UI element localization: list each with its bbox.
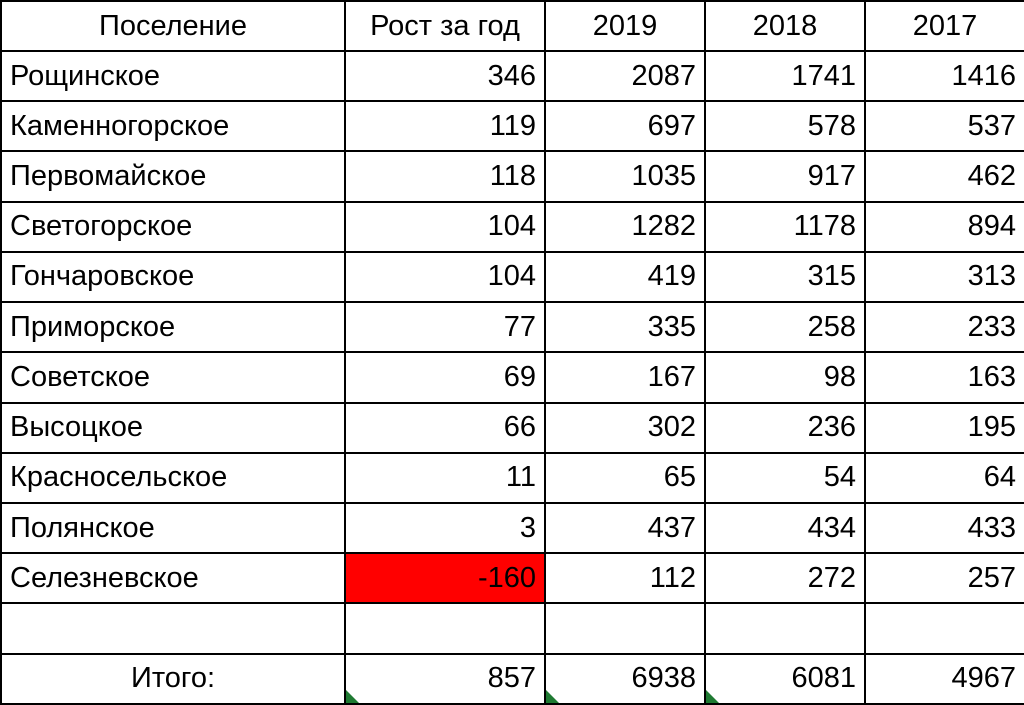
cell-growth: 104	[345, 202, 545, 252]
cell-growth: 77	[345, 302, 545, 352]
cell-total-2018: 6081	[705, 654, 865, 704]
column-header-2018: 2018	[705, 1, 865, 51]
cell-settlement: Гончаровское	[1, 252, 345, 302]
cell-2018: 1178	[705, 202, 865, 252]
table-row	[1, 352, 1024, 402]
cell-2019	[545, 603, 705, 653]
cell-growth: 66	[345, 403, 545, 453]
cell-settlement: Полянское	[1, 503, 345, 553]
cell-total-2019: 6938	[545, 654, 705, 704]
cell-2018: 236	[705, 403, 865, 453]
cell-2019: 1282	[545, 202, 705, 252]
cell-settlement: Высоцкое	[1, 403, 345, 453]
cell-2017	[865, 603, 1024, 653]
cell-2019: 697	[545, 101, 705, 151]
cell-growth: 3	[345, 503, 545, 553]
cell-total-2017: 4967	[865, 654, 1024, 704]
cell-2019: 1035	[545, 151, 705, 201]
cell-2017: 462	[865, 151, 1024, 201]
table-row-blank	[1, 603, 1024, 653]
cell-2017: 163	[865, 352, 1024, 402]
cell-2017: 313	[865, 252, 1024, 302]
cell-2017: 64	[865, 453, 1024, 503]
cell-2017: 233	[865, 302, 1024, 352]
cell-2017: 257	[865, 553, 1024, 603]
cell-growth: 118	[345, 151, 545, 201]
table-row	[1, 202, 1024, 252]
cell-settlement: Светогорское	[1, 202, 345, 252]
cell-settlement: Селезневское	[1, 553, 345, 603]
table-header-row	[1, 1, 1024, 51]
column-header-growth: Рост за год	[345, 1, 545, 51]
cell-2019: 437	[545, 503, 705, 553]
cell-2019: 419	[545, 252, 705, 302]
table-row	[1, 503, 1024, 553]
cell-settlement: Рощинское	[1, 51, 345, 101]
table-row	[1, 302, 1024, 352]
column-header-2017: 2017	[865, 1, 1024, 51]
cell-growth: 119	[345, 101, 545, 151]
table-row	[1, 403, 1024, 453]
cell-2019: 65	[545, 453, 705, 503]
cell-growth	[345, 603, 545, 653]
table-total-row	[1, 654, 1024, 704]
column-header-2019: 2019	[545, 1, 705, 51]
cell-2017: 537	[865, 101, 1024, 151]
cell-growth-negative-highlight: -160	[345, 553, 545, 603]
cell-2019: 167	[545, 352, 705, 402]
cell-2018: 98	[705, 352, 865, 402]
cell-settlement: Приморское	[1, 302, 345, 352]
table-row	[1, 51, 1024, 101]
cell-settlement: Советское	[1, 352, 345, 402]
cell-2019: 2087	[545, 51, 705, 101]
cell-2018: 258	[705, 302, 865, 352]
table-row	[1, 252, 1024, 302]
cell-2018: 1741	[705, 51, 865, 101]
cell-2018	[705, 603, 865, 653]
cell-2018: 272	[705, 553, 865, 603]
cell-2017: 433	[865, 503, 1024, 553]
cell-growth: 104	[345, 252, 545, 302]
column-header-settlement: Поселение	[1, 1, 345, 51]
cell-settlement: Красносельское	[1, 453, 345, 503]
cell-settlement: Каменногорское	[1, 101, 345, 151]
table-row	[1, 101, 1024, 151]
cell-2019: 335	[545, 302, 705, 352]
cell-2019: 302	[545, 403, 705, 453]
cell-2018: 917	[705, 151, 865, 201]
cell-2019: 112	[545, 553, 705, 603]
cell-2018: 434	[705, 503, 865, 553]
cell-growth: 346	[345, 51, 545, 101]
table-row	[1, 553, 1024, 603]
cell-growth: 11	[345, 453, 545, 503]
cell-2017: 1416	[865, 51, 1024, 101]
cell-settlement	[1, 603, 345, 653]
table-row	[1, 453, 1024, 503]
cell-2017: 894	[865, 202, 1024, 252]
cell-settlement: Первомайское	[1, 151, 345, 201]
cell-growth: 69	[345, 352, 545, 402]
cell-2018: 54	[705, 453, 865, 503]
cell-2018: 578	[705, 101, 865, 151]
cell-2017: 195	[865, 403, 1024, 453]
table-row	[1, 151, 1024, 201]
cell-total-growth: 857	[345, 654, 545, 704]
cell-total-label: Итого:	[1, 654, 345, 704]
cell-2018: 315	[705, 252, 865, 302]
